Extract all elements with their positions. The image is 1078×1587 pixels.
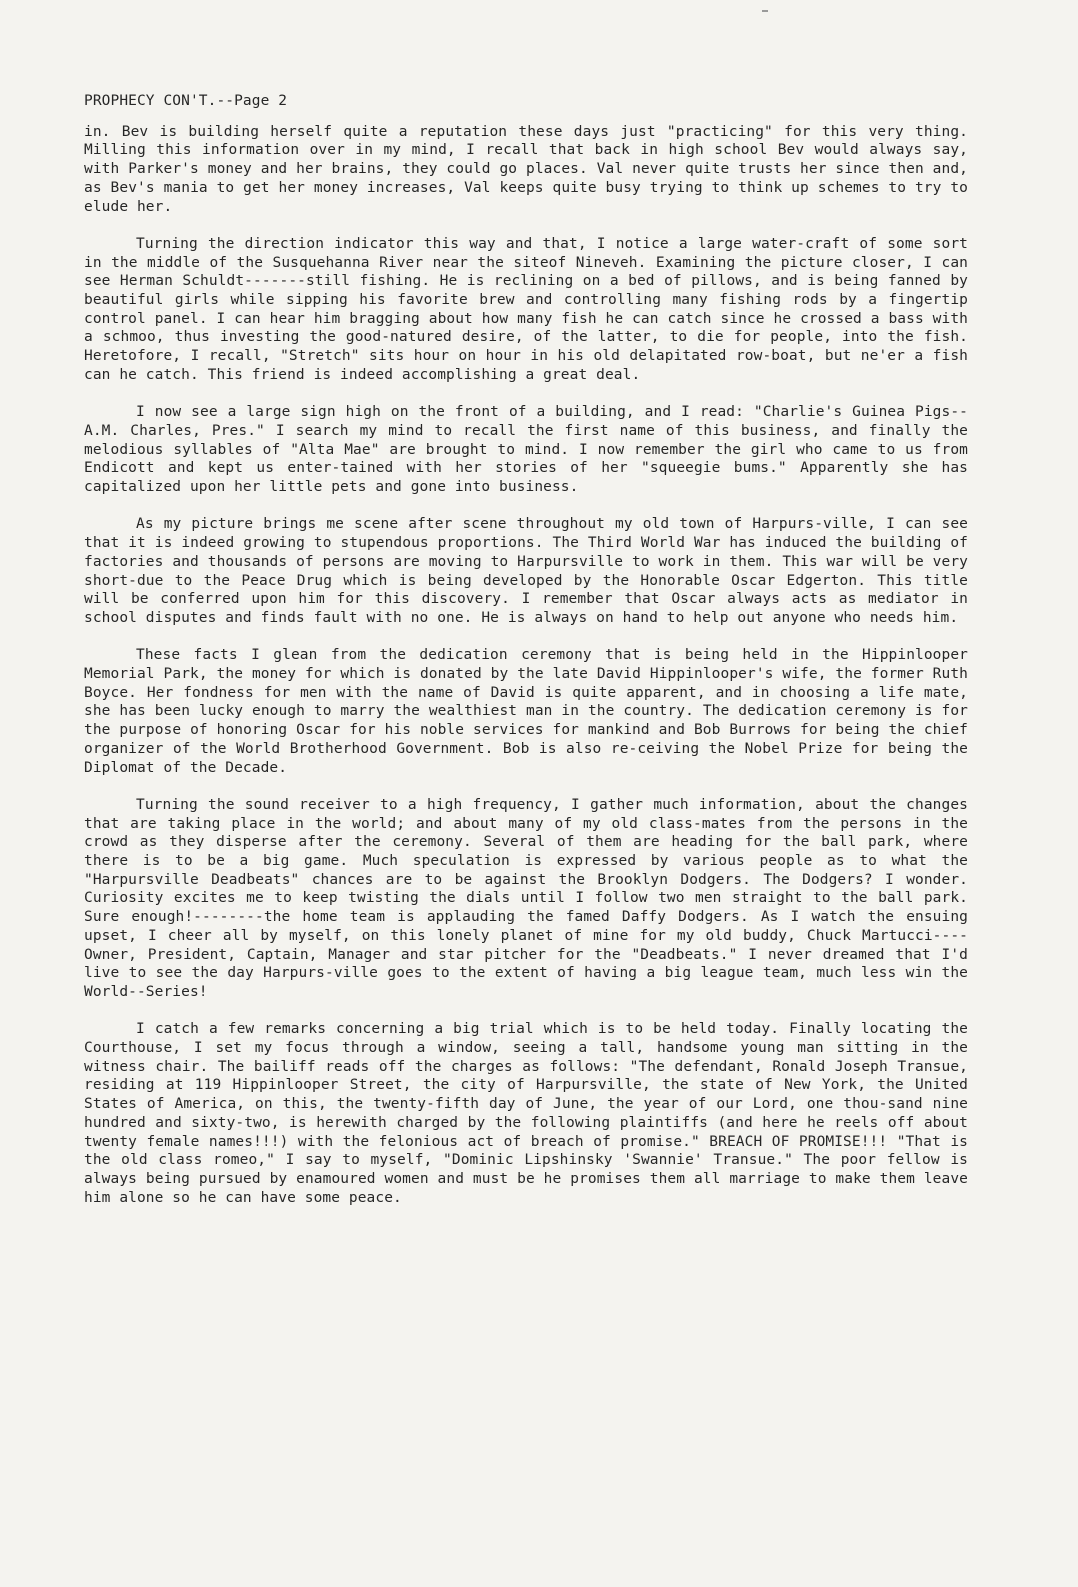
paragraph-3: I now see a large sign high on the front of a building, and I read: "Charlie's Guinea Pigs--A.M. Charles, Pres." I search my mind to recall the first name of this business, and finally the melodious syllables of "Alta Mae" are brought to mind. I now remember the girl who came to us from Endicott and kept us enter-tained with her stories of her "squeegie bums." Apparently she has capitalized upon her little pets and gone into business. (84, 404, 968, 496)
paragraph-6: Turning the sound receiver to a high frequency, I gather much information, about the changes that are taking place in the world; and about many of my old class-mates from the persons in the crowd as they disperse after the ceremony. Several of them are heading for the ball park, where there is to be a big game. Much speculation is expressed by various people as to what the "Harpursville Deadbeats" chances are to be against the Brooklyn Dodgers. The Dodgers? I wonder. Curiosity excites me to keep twisting the dials until I follow two men straight to the ball park. Sure enough!--------the home team is applauding the famed Daffy Dodgers. As I watch the ensuing upset, I cheer all by myself, on this lonely planet of mine for my old buddy, Chuck Martucci----Owner, President, Captain, Manager and star pitcher for the "Deadbeats." I never dreamed that I'd live to see the day Harpurs-ville goes to the extent of having a big league team, much less win the World--Series! (84, 796, 968, 1000)
paragraph-4: As my picture brings me scene after scene throughout my old town of Harpurs-ville, I can see that it is indeed growing to stupendous proportions. The Third World War has induced the building of factories and thousands of persons are moving to Harpursville to work in them. This war will be very short-due to the Peace Drug which is being developed by the Honorable Oscar Edgerton. This title will be conferred upon him for this discovery. I remember that Oscar always acts as mediator in school disputes and finds fault with no one. He is always on hand to help out anyone who needs him. (84, 516, 968, 626)
paragraph-2: Turning the direction indicator this way and that, I notice a large water-craft of some sort in the middle of the Susquehanna River near the siteof Nineveh. Examining the picture closer, I can see Herman Schuldt-------still fishing. He is reclining on a bed of pillows, and is being fanned by beautiful girls while sipping his favorite brew and controlling many fishing rods by a fingertip control panel. I can hear him bragging about how many fish he can catch since he crossed a bass with a schmoo, thus investing the good-natured desire, of the latter, to die for people, into the fish. Heretofore, I recall, "Stretch" sits hour on hour in his old delapitated row-boat, but ne'er a fish can he catch. This friend is indeed accomplishing a great deal. (84, 235, 968, 383)
paragraph-5: These facts I glean from the dedication ceremony that is being held in the Hippinlooper Memorial Park, the money for which is donated by the late David Hippinlooper's wife, the former Ruth Boyce. Her fondness for men with the name of David is quite apparent, and in choosing a life mate, she has been lucky enough to marry the wealthiest man in the country. The dedication ceremony is for the purpose of honoring Oscar for his noble services for mankind and Bob Burrows for being the chief organizer of the World Brotherhood Government. Bob is also re-ceiving the Nobel Prize for being the Diplomat of the Decade. (84, 647, 968, 776)
paragraph-1: in. Bev is building herself quite a reputation these days just "practicing" for this very thing. Milling this information over in my mind, I recall that back in high school Bev would always say, with Parker's money and her brains, they could go places. Val never quite trusts her since then and, as Bev's mania to get her money increases, Val keeps quite busy trying to think up schemes to try to elude her. (84, 123, 968, 215)
page-header: PROPHECY CON'T.--Page 2 (84, 93, 288, 109)
paragraph-7: I catch a few remarks concerning a big trial which is to be held today. Finally locating the Courthouse, I set my focus through a window, seeing a tall, handsome young man sitting in the witness chair. The bailiff reads off the charges as follows: "The defendant, Ronald Joseph Transue, residing at 119 Hippinlooper Street, the city of Harpursville, the state of New York, the United States of America, on this, the twenty-fifth day of June, the year of our Lord, one thou-sand nine hundred and sixty-two, is herewith charged by the following plaintiffs (and here he reels off about twenty female names!!!) with the felonious act of breach of promise." BREACH OF PROMISE!!! "That is the old class romeo," I say to myself, "Dominic Lipshinsky 'Swannie' Transue." The poor fellow is always being pursued by enamoured women and must be he promises them all marriage to make them leave him alone so he can have some peace. (84, 1021, 968, 1206)
